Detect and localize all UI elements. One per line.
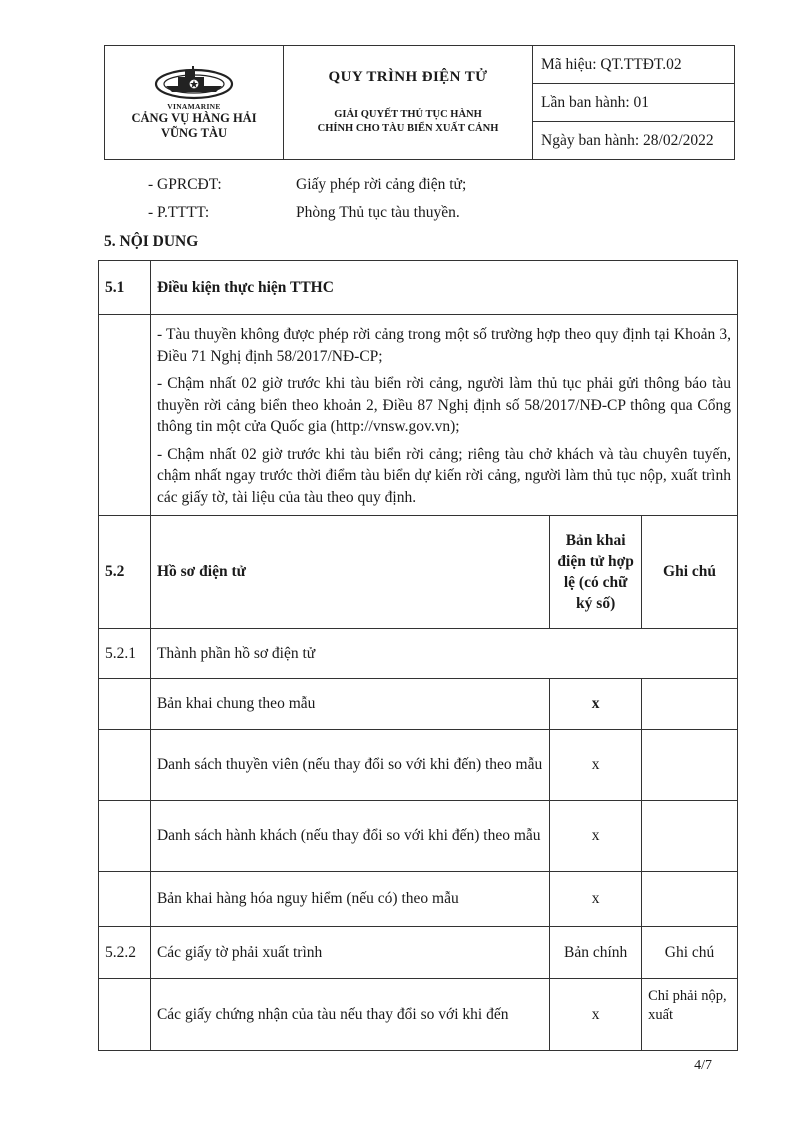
document-item: Danh sách hành khách (nếu thay đổi so với khi đến) theo mẫu [150, 801, 549, 872]
note-cell [642, 730, 738, 801]
conditions-text [150, 315, 737, 516]
section-number: 5.2.1 [99, 629, 151, 679]
section-title: Các giấy tờ phải xuất trình [150, 927, 549, 979]
section-number: 5.2 [99, 516, 151, 629]
table-row [99, 315, 738, 516]
abbr-term-1: - GPRCĐT: [148, 176, 222, 193]
subtitle-line2: CHÍNH CHO TÀU BIỂN XUẤT CẢNH [317, 123, 499, 134]
table-row [99, 629, 738, 679]
org-name-line1: CẢNG VỤ HÀNG HẢI [131, 111, 257, 125]
document-item: Các giấy chứng nhận của tàu nếu thay đổi so với khi đến [150, 979, 549, 1051]
condition-paragraph: - Chậm nhất 02 giờ trước khi tàu biển rời cảng, người làm thủ tục phải gửi thông báo tàu thuyền rời cảng biển theo khoản 2, Điều 87 Nghị định số 58/2017/NĐ-CP thông qua Cổng thông tin một cửa Quốc gia (http://vnsw.gov.vn); [156, 375, 731, 435]
required-mark: x [550, 979, 642, 1051]
condition-paragraph: - Tàu thuyền không được phép rời cảng trong một số trường hợp theo quy định tại Khoản 3, Điều 71 Nghị định 58/2017/NĐ-CP; [156, 326, 731, 365]
condition-paragraph: - Chậm nhất 02 giờ trước khi tàu biển rời cảng; riêng tàu chở khách và tàu chuyên tuyến, chậm nhất ngay trước thời điểm tàu biển dự kiến rời cảng, người làm thủ tục nộp, xuất trình các giấy tờ, tài liệu của tàu theo quy định. [156, 445, 731, 506]
subtitle-line1: GIẢI QUYẾT THỦ TỤC HÀNH [334, 109, 482, 120]
note-cell [642, 872, 738, 927]
title-cell [284, 46, 533, 160]
table-row [99, 801, 738, 872]
note-cell [642, 801, 738, 872]
issue-date: Ngày ban hành: 28/02/2022 [533, 122, 735, 160]
logo-text: VINAMARINE [167, 102, 221, 111]
column-header: Bản chính [550, 927, 642, 979]
abbr-meaning-1: Giấy phép rời cảng điện tử; [296, 176, 467, 193]
section-title: Hồ sơ điện tử [150, 516, 549, 629]
page-number: 4/7 [694, 1058, 712, 1073]
section-number: 5.1 [99, 261, 151, 315]
section-number: 5.2.2 [99, 927, 151, 979]
column-header: Bản khai điện tử hợp lệ (có chữ ký số) [550, 516, 642, 629]
org-cell [105, 46, 284, 160]
column-header: Ghi chú [642, 927, 738, 979]
section-title: Điều kiện thực hiện TTHC [150, 261, 737, 315]
required-mark: x [550, 801, 642, 872]
document-item: Bản khai chung theo mẫu [150, 679, 549, 730]
document-title: QUY TRÌNH ĐIỆN TỬ [328, 69, 488, 85]
document-item: Bản khai hàng hóa nguy hiểm (nếu có) theo mẫu [150, 872, 549, 927]
content-table [98, 260, 738, 1051]
table-row [99, 730, 738, 801]
table-row [99, 979, 738, 1051]
note-cell [642, 679, 738, 730]
table-row [99, 872, 738, 927]
table-row [99, 516, 738, 629]
table-row [99, 927, 738, 979]
issue-number: Lần ban hành: 01 [533, 84, 735, 122]
required-mark: x [550, 730, 642, 801]
section-title: Thành phần hồ sơ điện tử [150, 629, 737, 679]
vinamarine-logo-icon [152, 64, 236, 104]
abbr-term-2: - P.TTTT: [148, 204, 210, 221]
table-row [99, 261, 738, 315]
column-header: Ghi chú [642, 516, 738, 629]
table-row [99, 679, 738, 730]
note-cell: Chỉ phải nộp, xuất [642, 979, 738, 1051]
org-name-line2: VŨNG TÀU [160, 126, 228, 140]
required-mark: x [550, 872, 642, 927]
required-mark: x [550, 679, 642, 730]
section-heading: 5. NỘI DUNG [104, 233, 199, 250]
document-item: Danh sách thuyền viên (nếu thay đổi so với khi đến) theo mẫu [150, 730, 549, 801]
document-header [104, 45, 735, 160]
document-code: Mã hiệu: QT.TTĐT.02 [533, 46, 735, 84]
abbr-meaning-2: Phòng Thủ tục tàu thuyền. [296, 204, 460, 221]
